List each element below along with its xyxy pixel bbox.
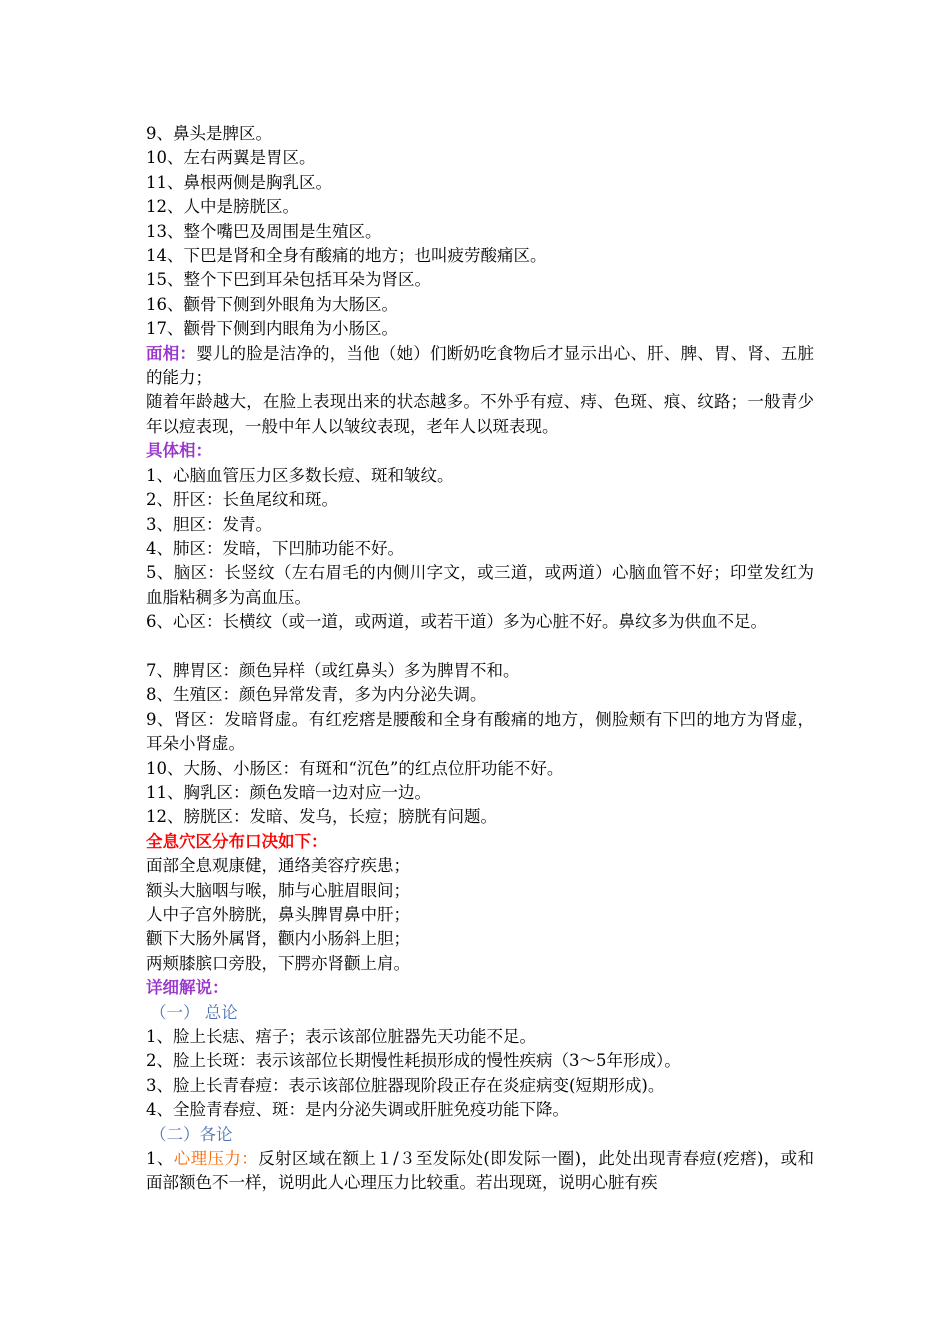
list-item: 2、肝区：长鱼尾纹和斑。 xyxy=(146,490,338,510)
list-item: 10、左右两翼是胃区。 xyxy=(146,148,316,168)
document-page xyxy=(146,122,814,1196)
zonglun-subheading: （一） 总论 xyxy=(150,1002,238,1022)
list-item: 4、肺区：发暗，下凹肺功能不好。 xyxy=(146,538,404,558)
verse-line: 面部全息观康健，通络美容疗疾患； xyxy=(146,856,410,876)
list-item: 2、脸上长斑：表示该部位长期慢性耗损形成的慢性疾病（3～5年形成）。 xyxy=(146,1051,681,1071)
list-item: 8、生殖区：颜色异常发青，多为内分泌失调。 xyxy=(146,685,487,705)
list-item: 1、脸上长痣、痦子；表示该部位脏器先天功能不足。 xyxy=(146,1027,536,1047)
list-item: 11、鼻根两侧是胸乳区。 xyxy=(146,172,332,192)
jutixiang-list-a xyxy=(146,464,814,635)
gelun-subheading: （二）各论 xyxy=(150,1124,233,1144)
zonglun-list xyxy=(146,1025,814,1123)
jutixiang-list-b xyxy=(146,659,814,830)
list-item: 5、脑区：长竖纹（左右眉毛的内侧川字文，或三道，或两道）心脑血管不好；印堂发红为血脂粘稠多为高血压。 xyxy=(146,563,814,607)
mianxiang-text: 婴儿的脸是洁净的，当他（她）们断奶吃食物后才显示出心、肝、脾、胃、肾、五脏的能力； xyxy=(146,343,815,388)
face-zone-list xyxy=(146,122,814,342)
mianxiang-paragraph-2: 随着年龄越大，在脸上表现出来的状态越多。不外乎有痘、痔、色斑、痕、纹路；一般青少年以痘表现，一般中年人以皱纹表现，老年人以斑表现。 xyxy=(146,392,814,436)
jutixiang-heading: 具体相： xyxy=(146,441,212,461)
koujue-heading: 全息穴区分布口决如下： xyxy=(146,831,328,851)
list-item: 9、鼻头是脾区。 xyxy=(146,124,272,143)
list-item: 6、心区：长横纹（或一道，或两道，或若干道）多为心脏不好。鼻纹多为供血不足。 xyxy=(146,612,767,632)
list-item: 14、下巴是肾和全身有酸痛的地方；也叫疲劳酸痛区。 xyxy=(146,246,547,266)
list-item: 7、脾胃区：颜色异样（或红鼻头）多为脾胃不和。 xyxy=(146,660,520,680)
verse-line: 两颊膝膑口旁股，下腭亦肾颧上肩。 xyxy=(146,953,410,973)
verse-line: 颧下大肠外属肾，颧内小肠斜上胆； xyxy=(146,929,410,949)
gelun-number: 1、 xyxy=(146,1149,174,1169)
mianxiang-paragraph xyxy=(146,342,814,391)
list-item: 17、颧骨下侧到内眼角为小肠区。 xyxy=(146,319,398,339)
verse-line: 人中子宫外膀胱，鼻头脾胃鼻中肝； xyxy=(146,904,410,924)
list-item: 16、颧骨下侧到外眼角为大肠区。 xyxy=(146,294,398,314)
list-item: 12、人中是膀胱区。 xyxy=(146,197,299,217)
list-item: 1、心脑血管压力区多数长痘、斑和皱纹。 xyxy=(146,465,454,485)
xiangxi-heading: 详细解说： xyxy=(146,978,229,998)
list-item: 9、肾区：发暗肾虚。有红疙瘩是腰酸和全身有酸痛的地方，侧脸颊有下凹的地方为肾虚，耳朵小肾虚。 xyxy=(146,709,814,754)
mianxiang-heading: 面相： xyxy=(146,343,197,363)
list-item: 15、整个下巴到耳朵包括耳朵为肾区。 xyxy=(146,270,431,290)
gelun-label: 心理压力： xyxy=(173,1149,259,1169)
koujue-verse xyxy=(146,854,814,976)
gelun-text: 反射区域在额上１/３至发际处(即发际一圈)，此处出现青春痘(疙瘩)，或和面部额色不一样，说明此人心理压力比较重。若出现斑，说明心脏有疾 xyxy=(146,1149,815,1193)
list-item: 10、大肠、小肠区：有斑和“沉色”的红点位肝功能不好。 xyxy=(146,758,564,778)
blank-line xyxy=(146,635,814,659)
list-item: 3、胆区：发青。 xyxy=(146,514,272,534)
list-item: 4、全脸青春痘、斑：是内分泌失调或肝脏免疫功能下降。 xyxy=(146,1100,569,1120)
list-item: 13、整个嘴巴及周围是生殖区。 xyxy=(146,221,382,241)
verse-line: 额头大脑咽与喉，肺与心脏眉眼间； xyxy=(146,880,410,900)
list-item: 3、脸上长青春痘：表示该部位脏器现阶段正存在炎症病变(短期形成)。 xyxy=(146,1075,665,1095)
gelun-paragraph xyxy=(146,1147,814,1196)
list-item: 12、膀胱区：发暗、发乌，长痘；膀胱有问题。 xyxy=(146,807,497,827)
list-item: 11、胸乳区：颜色发暗一边对应一边。 xyxy=(146,782,431,802)
